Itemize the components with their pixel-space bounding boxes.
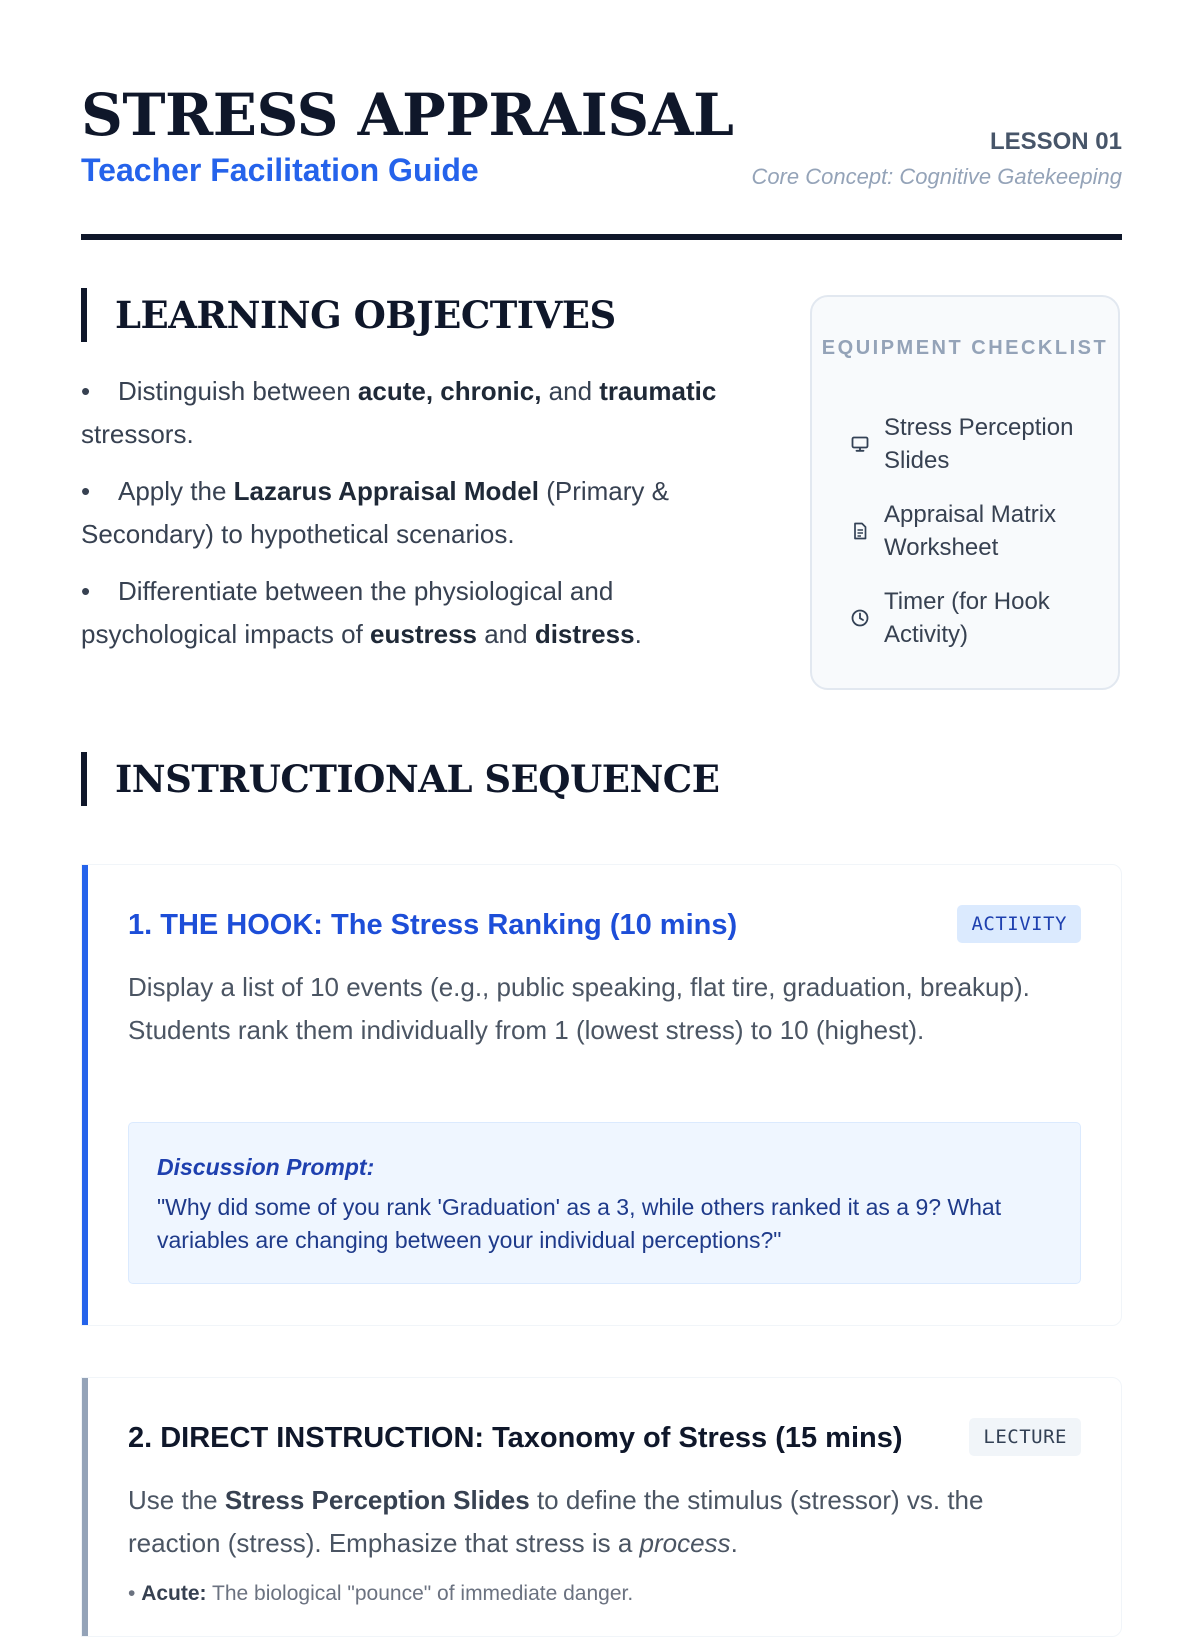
equipment-title: EQUIPMENT CHECKLIST xyxy=(821,337,1109,359)
discussion-prompt-box xyxy=(128,1122,1081,1284)
equipment-item xyxy=(850,586,1100,650)
header-divider xyxy=(81,234,1122,240)
monitor-icon xyxy=(850,434,870,454)
equipment-item xyxy=(850,499,1100,563)
objectives-list xyxy=(81,370,741,670)
core-concept: Core Concept: Cognitive Gatekeeping xyxy=(751,164,1122,189)
objective-item: • Apply the Lazarus Appraisal Model (Primary & Secondary) to hypothetical scenarios. xyxy=(81,470,741,556)
objective-item: • Differentiate between the physiological and psychological impacts of eustress and distress. xyxy=(81,570,741,656)
step-description: Display a list of 10 events (e.g., public speaking, flat tire, graduation, breakup). Students rank them individually from 1 (lowest stress) to 10 (highest). xyxy=(128,972,1030,1045)
bullet-marker: • xyxy=(81,576,91,606)
step-accent-bar xyxy=(82,1378,88,1636)
step-accent-bar xyxy=(82,865,88,1325)
prompt-label: Discussion Prompt: xyxy=(157,1154,375,1180)
equipment-item xyxy=(850,412,1100,476)
sequence-heading: INSTRUCTIONAL SEQUENCE xyxy=(81,752,719,806)
bullet-marker: • xyxy=(81,376,91,406)
step-card-hook xyxy=(81,864,1122,1326)
objective-item: • Distinguish between acute, chronic, and traumatic stressors. xyxy=(81,370,741,456)
equipment-label: Timer (for Hook Activity) xyxy=(884,588,1050,648)
step-title: 2. DIRECT INSTRUCTION: Taxonomy of Stress (15 mins) xyxy=(128,1422,903,1454)
step-description: Use the Stress Perception Slides to define the stimulus (stressor) vs. the reaction (stress). Emphasize that stress is a process. xyxy=(128,1485,984,1558)
activity-tag: ACTIVITY xyxy=(957,905,1081,943)
prompt-text: "Why did some of you rank 'Graduation' as a 3, while others ranked it as a 9? What variables are changing between your individual perceptions?" xyxy=(157,1194,1002,1253)
lesson-guide-page xyxy=(81,0,1122,1605)
equipment-list xyxy=(850,412,1100,673)
lesson-number: LESSON 01 xyxy=(989,128,1122,155)
equipment-label: Appraisal Matrix Worksheet xyxy=(884,501,1057,561)
lecture-tag: LECTURE xyxy=(969,1418,1081,1456)
page-subtitle: Teacher Facilitation Guide xyxy=(81,152,479,188)
equipment-label: Stress Perception Slides xyxy=(884,414,1074,474)
page-title: STRESS APPRAISAL xyxy=(81,81,734,149)
step-title: 1. THE HOOK: The Stress Ranking (10 mins) xyxy=(128,909,738,941)
objectives-heading: LEARNING OBJECTIVES xyxy=(81,288,616,342)
clock-icon xyxy=(850,608,870,628)
equipment-checklist xyxy=(810,295,1120,690)
bullet-marker: • xyxy=(81,476,91,506)
sub-bullet-acute: • Acute: The biological "pounce" of immediate danger. xyxy=(128,1582,634,1605)
document-icon xyxy=(850,521,870,541)
step-card-direct-instruction xyxy=(81,1377,1122,1637)
